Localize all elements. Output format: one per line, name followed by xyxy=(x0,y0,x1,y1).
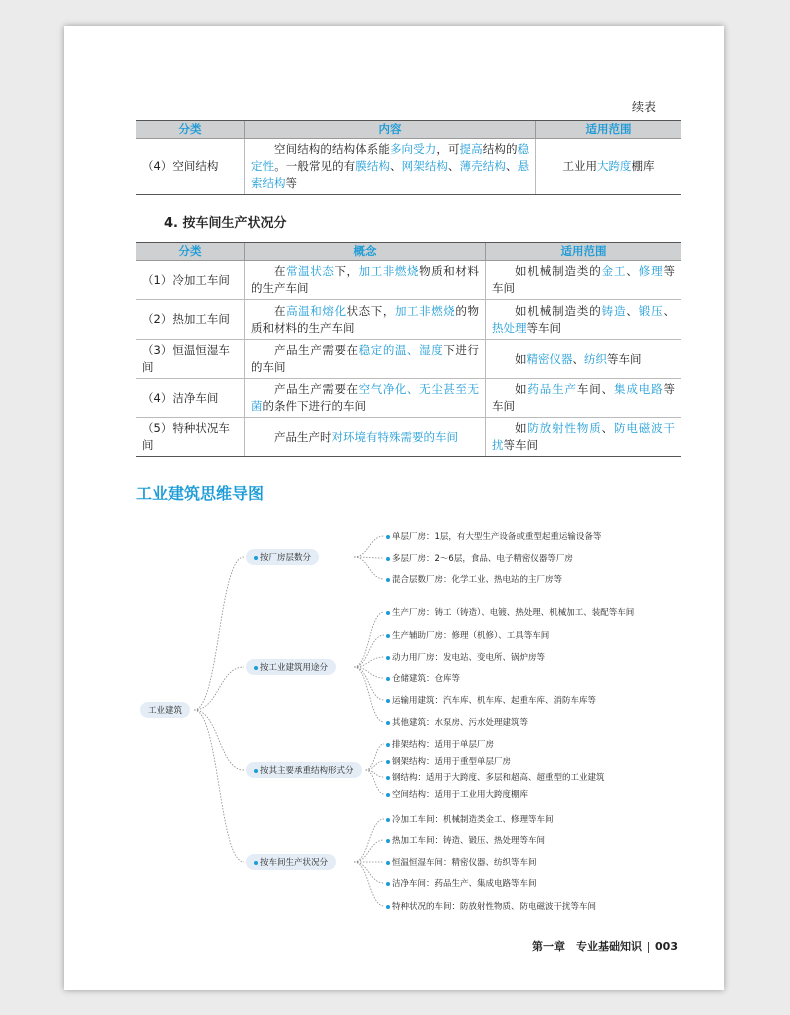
highlighted-term: 悬索结构 xyxy=(251,159,530,190)
connector-line xyxy=(354,862,384,883)
leaf-label: 生产厂房：铸工（铸造）、电镀、热处理、机械加工、装配等车间 xyxy=(392,608,635,618)
mindmap-leaf xyxy=(386,877,537,889)
bullet-dot xyxy=(254,556,258,560)
connector-line xyxy=(366,744,385,770)
mindmap-leaf xyxy=(386,672,460,684)
mindmap-leaf xyxy=(386,738,494,750)
highlighted-term: 防放射性物质 xyxy=(527,421,602,435)
mindmap-leaf xyxy=(386,788,528,800)
highlighted-term: 铸造 xyxy=(601,303,627,318)
mindmap-leaf xyxy=(386,813,554,825)
text-fragment: 。一般常见的有 xyxy=(274,159,356,173)
highlighted-term: 加工非燃烧 xyxy=(358,264,420,278)
bullet-dot xyxy=(386,861,390,865)
text-fragment: ，可 xyxy=(436,142,460,156)
mindmap-leaf xyxy=(386,716,528,728)
mindmap-leaf xyxy=(386,856,537,868)
leaf-label: 单层厂房：1层，有大型生产设备或重型起重运输设备等 xyxy=(392,532,602,542)
leaf-label: 混合层数厂房：化学工业、热电站的主厂房等 xyxy=(392,575,563,585)
connector-line xyxy=(194,710,244,862)
highlighted-term: 锻压 xyxy=(638,303,664,318)
highlighted-term: 集成电路 xyxy=(614,382,664,396)
highlighted-term: 膜结构 xyxy=(355,159,391,173)
highlighted-term: 稳定性 xyxy=(251,142,530,173)
bullet-dot xyxy=(386,557,390,561)
text-fragment: 在 xyxy=(274,264,287,278)
connector-line xyxy=(354,612,384,667)
highlighted-term: 对环境有特殊需要的车间 xyxy=(331,429,458,444)
highlighted-term: 薄壳结构 xyxy=(459,159,506,173)
branch-label: 按其主要承重结构形式分 xyxy=(260,766,354,776)
leaf-label: 钢结构：适用于大跨度、多层和超高、超重型的工业建筑 xyxy=(392,773,605,783)
section-title: 4. 按车间生产状况分 xyxy=(164,216,287,231)
row-category: （5）特种状况车间 xyxy=(136,418,245,457)
text-fragment: 在 xyxy=(274,303,287,318)
mindmap-branch xyxy=(246,854,336,870)
text-fragment: 等 xyxy=(285,176,297,190)
connector-line xyxy=(354,536,384,557)
branch-label: 按工业建筑用途分 xyxy=(260,663,329,673)
highlighted-term: 纺织 xyxy=(584,351,607,366)
mindmap-leaf xyxy=(386,834,545,846)
bullet-dot xyxy=(386,905,390,909)
text-fragment: 等车间 xyxy=(607,351,642,366)
mindmap-leaf xyxy=(386,629,549,641)
leaf-label: 空间结构：适用于工业用大跨度棚库 xyxy=(392,790,529,800)
text-fragment: 状态下， xyxy=(346,303,395,318)
page-number: 003 xyxy=(655,940,678,953)
page xyxy=(64,26,724,990)
bullet-dot xyxy=(386,578,390,582)
bullet-dot xyxy=(254,861,258,865)
connector-line xyxy=(354,667,384,722)
branch-label: 按厂房层数分 xyxy=(260,553,312,563)
highlighted-term: 多向受力 xyxy=(389,142,437,156)
bullet-dot xyxy=(386,721,390,725)
highlighted-term: 空气净化、无尘甚至无菌 xyxy=(251,382,479,413)
leaf-label: 钢架结构：适用于重型单层厂房 xyxy=(392,757,512,767)
text-fragment: 下进行的车间 xyxy=(251,343,479,374)
text-fragment: 的物质和材料的生产车间 xyxy=(251,303,479,335)
bullet-dot xyxy=(386,535,390,539)
connector-line xyxy=(354,862,384,906)
connector-line xyxy=(354,667,384,678)
leaf-label: 其他建筑：水泵房、污水处理建筑等 xyxy=(392,718,529,728)
connector-line xyxy=(194,667,244,710)
bullet-dot xyxy=(386,839,390,843)
bullet-dot xyxy=(386,611,390,615)
highlighted-term: 防电磁波干扰 xyxy=(492,421,675,452)
connector-line xyxy=(354,557,384,579)
bullet-dot xyxy=(386,882,390,886)
text-fragment: 等车间 xyxy=(492,382,675,413)
connector-line xyxy=(194,557,244,710)
row-category: （3）恒温恒湿车间 xyxy=(136,340,245,379)
bullet-dot xyxy=(386,743,390,747)
header-concept: 概念 xyxy=(245,243,486,261)
text-fragment: 空间结构的结构体系能 xyxy=(274,142,390,156)
mindmap-leaf xyxy=(386,771,605,783)
row-category: （2）热加工车间 xyxy=(136,300,245,340)
highlighted-term: 大跨度 xyxy=(597,159,632,173)
text-fragment: 产品生产需要在 xyxy=(274,343,359,357)
leaf-label: 特种状况的车间：防放射性物质、防电磁波干扰等车间 xyxy=(392,902,597,912)
mindmap-title: 工业建筑思维导图 xyxy=(136,484,265,503)
leaf-label: 动力用厂房：发电站、变电所、锅炉房等 xyxy=(392,653,546,663)
bullet-dot xyxy=(386,776,390,780)
text-fragment: 物质和材料的生产车间 xyxy=(251,264,479,295)
highlighted-term: 高温和熔化 xyxy=(286,303,347,318)
text-fragment: 如 xyxy=(515,351,527,366)
leaf-label: 热加工车间：铸造、锻压、热处理等车间 xyxy=(392,836,546,846)
mindmap-leaf xyxy=(386,530,601,542)
mindmap-leaf xyxy=(386,694,596,706)
highlighted-term: 精密仪器 xyxy=(526,351,573,366)
page-footer xyxy=(532,938,678,954)
text-fragment: 棚库 xyxy=(631,159,655,173)
connector-line xyxy=(354,657,384,667)
mindmap-branch xyxy=(246,762,362,778)
bullet-dot xyxy=(386,677,390,681)
text-fragment: 、 xyxy=(505,159,518,173)
text-fragment: 、 xyxy=(601,421,614,435)
bullet-dot xyxy=(386,699,390,703)
highlighted-term: 修理 xyxy=(638,264,664,278)
text-fragment: 产品生产时 xyxy=(274,429,332,444)
text-fragment: 车间、 xyxy=(576,382,614,396)
bullet-dot xyxy=(254,769,258,773)
highlighted-term: 金工 xyxy=(601,264,627,278)
connector-line xyxy=(194,710,244,770)
bullet-dot xyxy=(386,793,390,797)
leaf-label: 冷加工车间：机械制造类金工、修理等车间 xyxy=(392,815,554,825)
bullet-dot xyxy=(386,818,390,822)
text-fragment: 如机械制造类的 xyxy=(515,264,602,278)
mindmap-branch xyxy=(246,549,319,565)
mindmap-root: 工业建筑 xyxy=(140,702,190,718)
leaf-label: 排架结构：适用于单层厂房 xyxy=(392,740,495,750)
leaf-label: 仓储建筑：仓库等 xyxy=(392,674,461,684)
mindmap-leaf xyxy=(386,606,634,618)
text-fragment: 、 xyxy=(626,264,639,278)
highlighted-term: 药品生产 xyxy=(527,382,577,396)
bullet-dot xyxy=(386,760,390,764)
header-scope: 适用范围 xyxy=(536,121,682,139)
header-category: 分类 xyxy=(136,121,245,139)
table-caption: 续表 xyxy=(631,100,656,114)
text-fragment: 结构的 xyxy=(482,142,518,156)
mindmap-leaf xyxy=(386,900,596,912)
row-category: （4）洁净车间 xyxy=(136,379,245,418)
mindmap-leaf xyxy=(386,651,545,663)
row-category: （1）冷加工车间 xyxy=(136,261,245,300)
bullet-dot xyxy=(254,666,258,670)
mindmap-leaf xyxy=(386,573,562,585)
bullet-dot xyxy=(386,656,390,660)
mindmap-branch xyxy=(246,659,336,675)
text-fragment: 产品生产需要在 xyxy=(274,382,359,396)
leaf-label: 运输用建筑：汽车库、机车库、起重车库、消防车库等 xyxy=(392,696,597,706)
header-scope: 适用范围 xyxy=(486,243,682,261)
highlighted-term: 稳定的温、湿度 xyxy=(358,343,444,357)
leaf-label: 生产辅助厂房：修理（机修）、工具等车间 xyxy=(392,631,550,641)
text-fragment: 如 xyxy=(515,382,528,396)
text-fragment: 如机械制造类的 xyxy=(515,303,602,318)
branch-label: 按车间生产状况分 xyxy=(260,858,329,868)
header-category: 分类 xyxy=(136,243,245,261)
text-fragment: 下， xyxy=(334,264,359,278)
text-fragment: 、 xyxy=(448,159,460,173)
leaf-label: 恒温恒湿车间：精密仪器、纺织等车间 xyxy=(392,858,537,868)
highlighted-term: 网架结构 xyxy=(401,159,449,173)
highlighted-term: 加工非燃烧 xyxy=(394,303,456,318)
row-category: （4）空间结构 xyxy=(136,139,245,195)
leaf-label: 洁净车间：药品生产、集成电路等车间 xyxy=(392,879,537,889)
text-fragment: 等车间 xyxy=(526,320,561,335)
connector-line xyxy=(354,840,384,862)
footer-divider xyxy=(648,942,649,953)
text-fragment: 的条件下进行的车间 xyxy=(262,399,366,413)
mindmap-leaf xyxy=(386,755,511,767)
text-fragment: 等车间 xyxy=(503,438,538,452)
highlighted-term: 提高 xyxy=(459,142,483,156)
text-fragment: 等车间 xyxy=(492,264,675,295)
highlighted-term: 热处理 xyxy=(492,320,527,335)
text-fragment: 、 xyxy=(390,159,402,173)
text-fragment: 工业用 xyxy=(562,159,597,173)
mindmap-leaf xyxy=(386,552,573,564)
text-fragment: 、 xyxy=(663,303,675,318)
text-fragment: 、 xyxy=(572,351,584,366)
leaf-label: 多层厂房：2～6层，食品、电子精密仪器等厂房 xyxy=(392,554,573,564)
text-fragment: 如 xyxy=(515,421,528,435)
bullet-dot xyxy=(386,634,390,638)
footer-chapter: 第一章 专业基础知识 xyxy=(532,940,643,953)
header-content: 内容 xyxy=(245,121,536,139)
highlighted-term: 常温状态 xyxy=(286,264,335,278)
text-fragment: 、 xyxy=(626,303,639,318)
